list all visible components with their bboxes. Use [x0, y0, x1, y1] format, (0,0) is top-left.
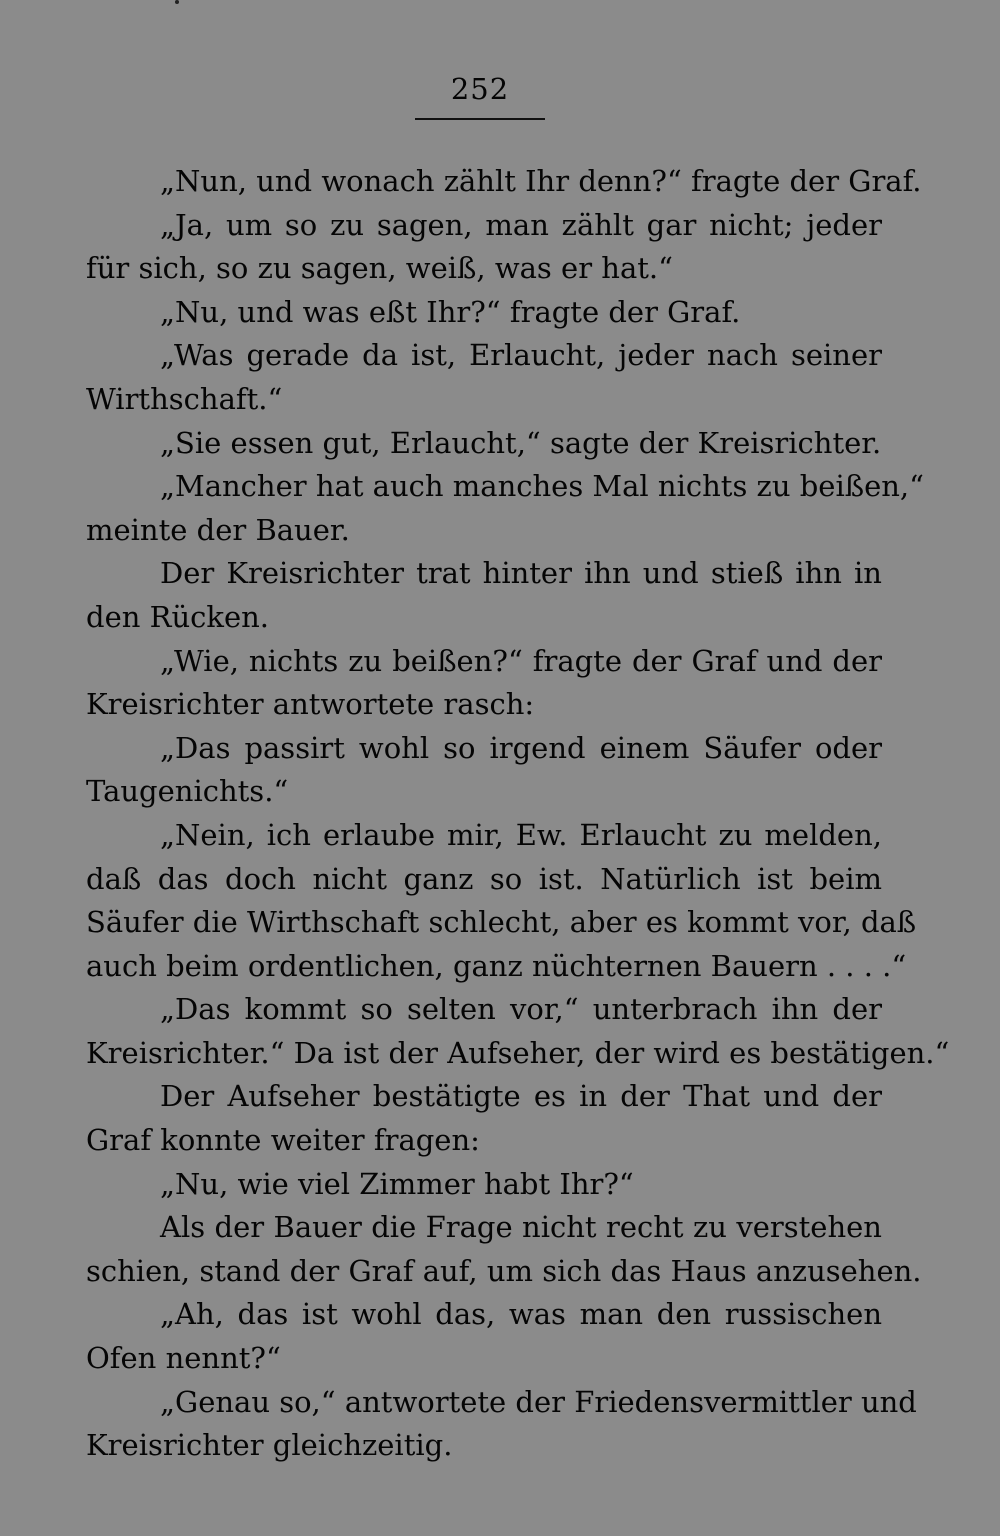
text-line: „Nu, wie viel Zimmer habt Ihr?“ — [160, 1166, 634, 1201]
text-line: Kreisrichter.“ Da ist der Aufseher, der wird es bestätigen.“ — [86, 1035, 950, 1070]
text-line: Als der Bauer die Frage nicht recht zu verstehen — [160, 1210, 882, 1245]
page-number: 252 — [450, 72, 510, 106]
text-line: auch beim ordentlichen, ganz nüchternen Bauern . . . .“ — [86, 948, 907, 983]
text-line: schien, stand der Graf auf, um sich das Haus anzusehen. — [86, 1253, 922, 1288]
text-line: für sich, so zu sagen, weiß, was er hat.“ — [86, 251, 673, 286]
body-text — [86, 160, 950, 1468]
text-line: meinte der Bauer. — [86, 512, 350, 547]
text-line: „Ah, das ist wohl das, was man den russischen — [160, 1297, 882, 1332]
text-line: daß das doch nicht ganz so ist. Natürlich ist beim — [86, 861, 882, 896]
text-line: „Wie, nichts zu beißen?“ fragte der Graf und der — [160, 643, 882, 678]
text-line: „Nun, und wonach zählt Ihr denn?“ fragte der Graf. — [160, 164, 922, 198]
text-line: den Rücken. — [86, 599, 270, 634]
text-line: Taugenichts.“ — [86, 774, 289, 809]
text-line: Ofen nennt?“ — [86, 1341, 281, 1376]
text-line: „Sie essen gut, Erlaucht,“ sagte der Kreisrichter. — [160, 425, 882, 460]
text-line: „Mancher hat auch manches Mal nichts zu beißen,“ — [160, 469, 924, 504]
text-line: „Nu, und was eßt Ihr?“ fragte der Graf. — [160, 294, 741, 329]
text-line: Säufer die Wirthschaft schlecht, aber es kommt vor, daß — [86, 905, 917, 940]
header-rule — [415, 118, 545, 120]
stray-ink-mark — [175, 0, 179, 4]
text-line: Der Aufseher bestätigte es in der That und der — [160, 1079, 882, 1114]
text-line: „Was gerade da ist, Erlaucht, jeder nach seiner — [160, 338, 882, 373]
text-line: „Nein, ich erlaube mir, Ew. Erlaucht zu melden, — [160, 817, 882, 852]
text-line: „Das passirt wohl so irgend einem Säufer oder — [160, 730, 882, 765]
text-line: „Ja, um so zu sagen, man zählt gar nicht; jeder — [160, 207, 882, 242]
text-line: „Das kommt so selten vor,“ unterbrach ihn der — [160, 992, 882, 1027]
text-line: Kreisrichter antwortete rasch: — [86, 687, 535, 722]
text-line: Wirthschaft.“ — [86, 381, 283, 416]
text-line: Der Kreisrichter trat hinter ihn und stieß ihn in — [160, 556, 882, 591]
text-line: Kreisrichter gleichzeitig. — [86, 1428, 453, 1463]
text-line: „Genau so,“ antwortete der Friedensvermittler und — [160, 1384, 917, 1419]
text-line: Graf konnte weiter fragen: — [86, 1123, 480, 1158]
